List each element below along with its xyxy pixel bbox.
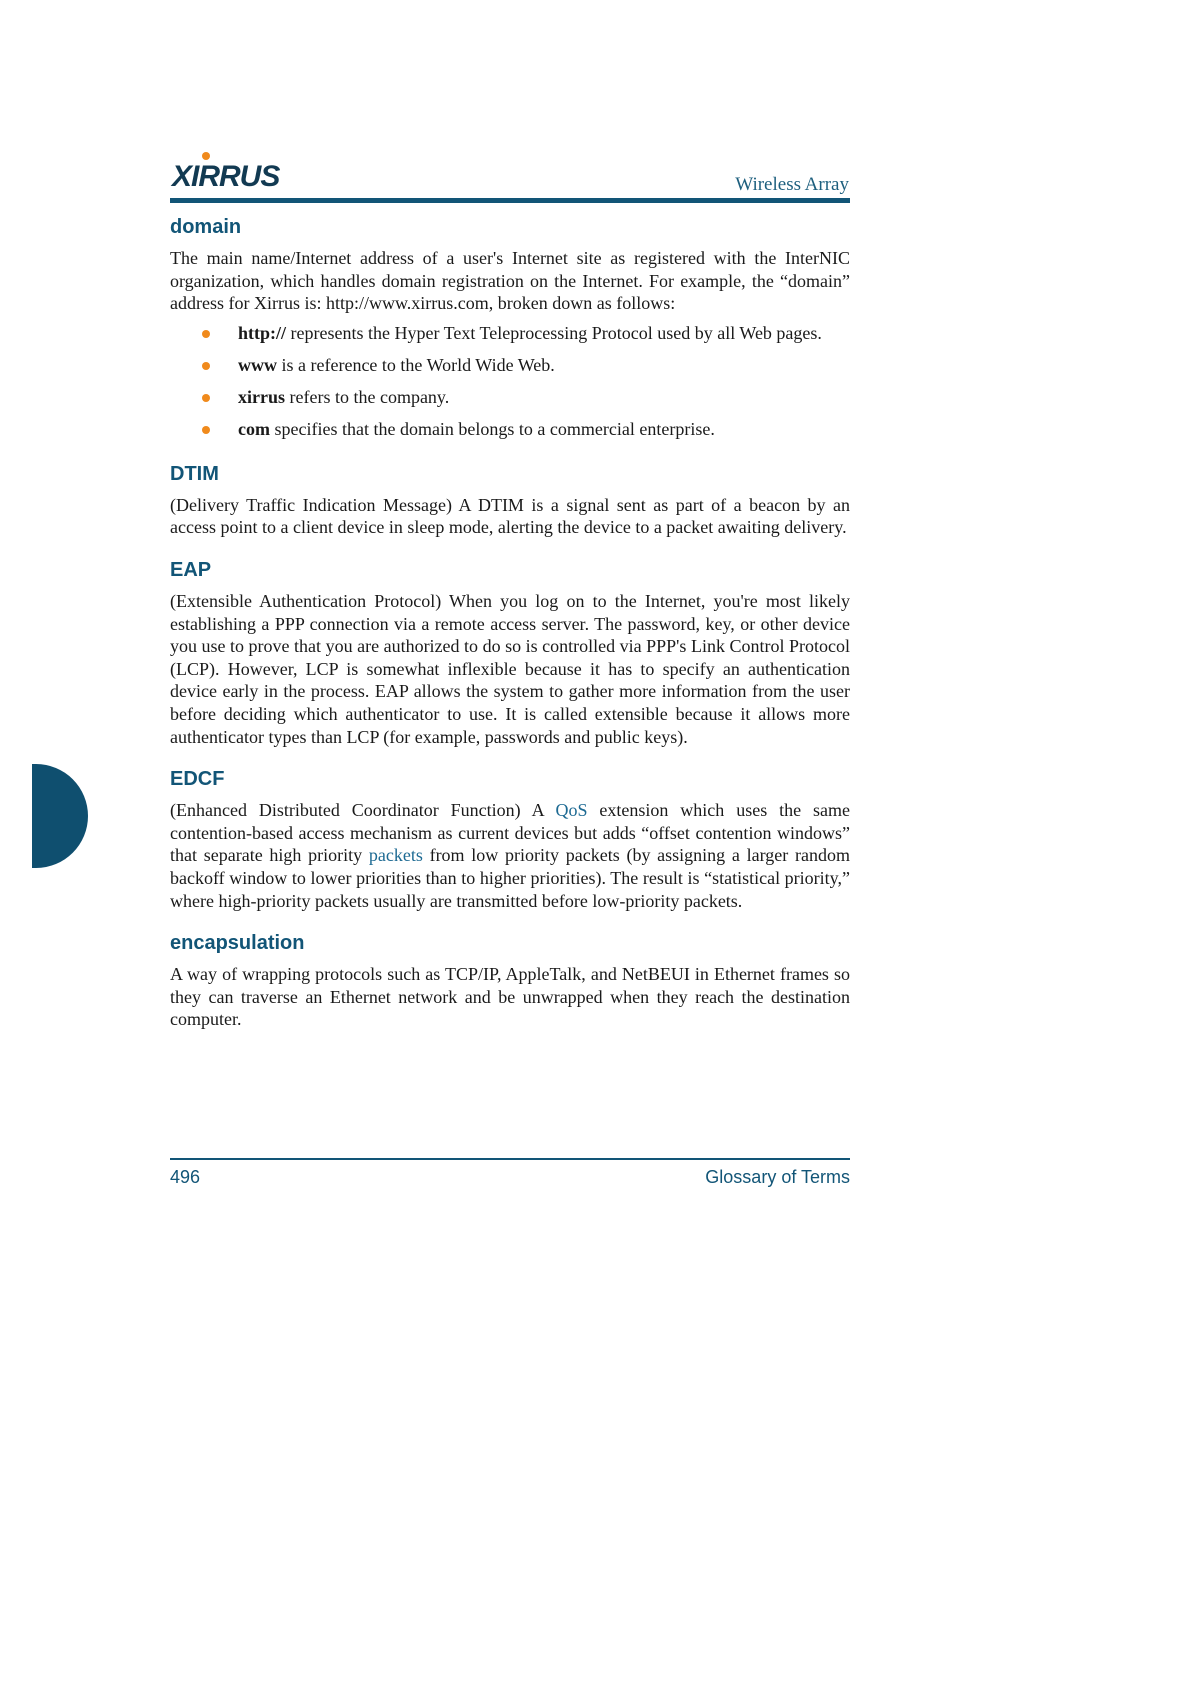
term-definition: (Delivery Traffic Indication Message) A DTIM is a signal sent as part of a beacon by an access point to a client device in sleep mode, alerting the device to a packet awaiting delivery. — [170, 494, 850, 538]
xirrus-logo — [172, 152, 332, 198]
entry-edcf — [170, 768, 850, 912]
chapter-tab — [32, 764, 88, 868]
bullet-text: is a reference to the World Wide Web. — [277, 354, 555, 375]
definition-text: (Enhanced Distributed Coordinator Function) A — [170, 800, 556, 821]
bullet-list — [170, 319, 850, 443]
logo-dot — [202, 152, 210, 160]
term-heading: EAP — [170, 558, 212, 581]
packets-link[interactable]: packets — [368, 845, 423, 866]
definition-text: extension which uses the same contention-based access mechanism as current devices but adds “offset contention windows” that separate high priority — [170, 800, 850, 866]
bullet-icon — [202, 362, 210, 370]
bullet-text: specifies that the domain belongs to a commercial enterprise. — [269, 418, 715, 439]
bullet-icon — [202, 394, 210, 402]
entry-eap — [170, 559, 850, 748]
bullet-term: com — [238, 418, 270, 439]
header-title: Wireless Array — [735, 174, 849, 195]
term-definition — [170, 799, 850, 912]
list-item — [238, 351, 850, 379]
term-heading: encapsulation — [170, 932, 305, 955]
term-definition: (Extensible Authentication Protocol) When you log on to the Internet, you're most likely establishing a PPP connection via a remote access server. The password, key, or other device you use to prove that you are authorized to do so is controlled via PPP's Link Control Protocol (LCP). However, LCP is somewhat inflexible because it has to specify an authentication device early in the process. EAP allows the system to gather more information from the user before deciding which authenticator to use. It is called extensible because it allows more authenticator types than LCP (for example, passwords and public keys). — [170, 590, 850, 747]
logo-text: XIRRUS — [172, 160, 280, 193]
bullet-term: www — [238, 354, 277, 375]
footer-rule — [170, 1158, 850, 1160]
footer-section-title: Glossary of Terms — [705, 1167, 850, 1187]
term-heading: EDCF — [170, 768, 225, 791]
glossary-content — [170, 216, 850, 1051]
bullet-text: represents the Hyper Text Teleprocessing Protocol used by all Web pages. — [286, 322, 822, 343]
bullet-icon — [202, 330, 210, 338]
term-definition: A way of wrapping protocols such as TCP/IP, AppleTalk, and NetBEUI in Ethernet frames so they can traverse an Ethernet network and be unwrapped when they reach the destination computer. — [170, 964, 850, 1030]
page-number: 496 — [170, 1167, 201, 1187]
list-item — [238, 415, 850, 443]
bullet-icon — [202, 426, 210, 434]
entry-domain — [170, 216, 850, 443]
bullet-term: xirrus — [238, 386, 285, 407]
entry-dtim — [170, 463, 850, 539]
entry-encapsulation — [170, 932, 850, 1031]
term-heading: domain — [170, 216, 242, 238]
bullet-term: http:// — [238, 322, 287, 343]
header-rule — [170, 198, 850, 203]
list-item — [238, 383, 850, 411]
definition-text: from low priority packets (by assigning a larger random backoff window to lower priorities than to higher priorities). The result is “statistical priority,” where high-priority packets usually are transmitted before low-priority packets. — [170, 845, 850, 911]
term-heading: DTIM — [170, 462, 219, 485]
bullet-text: refers to the company. — [285, 386, 450, 407]
list-item — [238, 319, 850, 347]
term-definition: The main name/Internet address of a user's Internet site as registered with the InterNIC organization, which handles domain registration on the Internet. For example, the “domain” address for Xirrus is: http://www.xirrus.com, broken down as follows: — [170, 248, 850, 314]
qos-link[interactable]: QoS — [555, 800, 588, 821]
